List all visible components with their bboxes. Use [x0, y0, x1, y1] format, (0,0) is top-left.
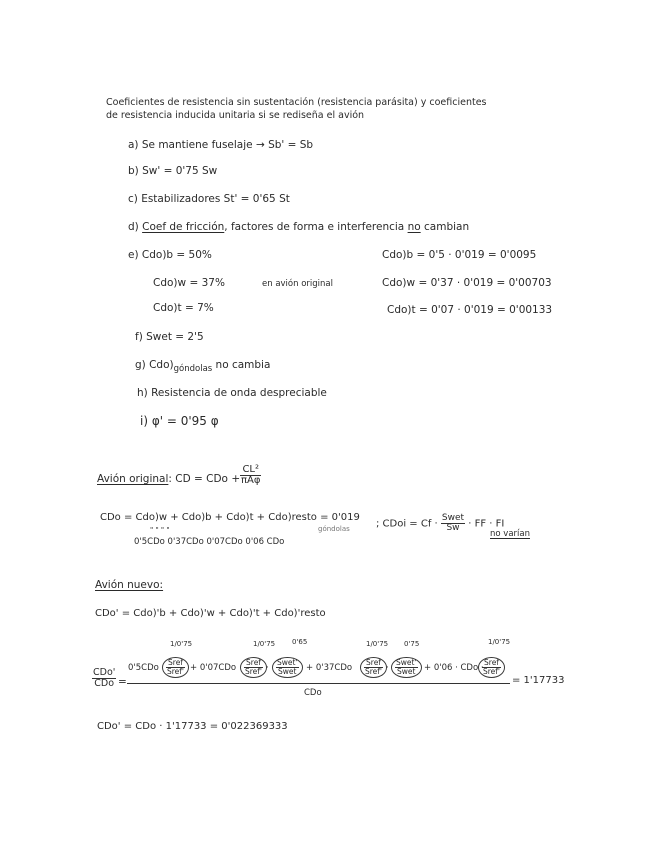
item-c: c) Estabilizadores St' = 0'65 St [128, 193, 290, 205]
top-note-6: 1/0'75 [488, 638, 511, 646]
cdoi-tail: · FF · FI [468, 518, 505, 530]
top-note-3: 0'65 [292, 638, 308, 646]
avion-original-line [97, 474, 240, 485]
result-value: = 1'17733 [512, 675, 565, 686]
circ-sref-3-wrap [360, 657, 387, 678]
header-line-1: Coeficientes de resistencia sin sustentación (resistencia parásita) y coeficientes [106, 97, 487, 108]
sref-4: Sref [482, 659, 501, 668]
circ-sref-1-wrap [162, 657, 189, 678]
num-term-2: + 0'07CDo [190, 663, 237, 673]
item-h: h) Resistencia de onda despreciable [137, 387, 327, 399]
denominator: CDo [304, 688, 322, 698]
fraction-denominator: πAφ [241, 475, 261, 486]
swet-2: Swet [397, 666, 416, 676]
cdoi-note: no varían [490, 529, 530, 539]
item-e-result-body: Cdo)b = 0'5 · 0'019 = 0'0095 [382, 249, 537, 261]
top-note-1: 1/0'75 [170, 640, 193, 648]
circ-sref-4-wrap [478, 657, 505, 678]
cdoi-prefix: ; CDoi = Cf · [376, 518, 441, 530]
swet-p-1: Swet' [277, 658, 298, 667]
main-fraction-bar [127, 683, 510, 684]
item-d [128, 222, 469, 233]
item-f: f) Swet = 2'5 [135, 331, 204, 343]
sref-p-3: Sref' [365, 666, 382, 676]
swet-1: Swet [278, 666, 297, 676]
sref-p-4: Sref' [483, 666, 500, 676]
circ-sref-2-wrap [240, 657, 267, 678]
under-marks: " " " " [150, 526, 170, 534]
num-term-4: + 0'06 · CDo · [424, 663, 484, 673]
item-d-suffix: cambian [420, 221, 470, 233]
sref-1: Sref [166, 659, 185, 668]
resto-note: góndolas [318, 525, 350, 533]
item-e-body: e) Cdo)b = 50% [128, 249, 212, 261]
item-d-no: no [407, 221, 421, 233]
top-note-4: 1/0'75 [366, 640, 389, 648]
circled-swet-ratio-2 [391, 657, 422, 678]
avion-original-eq: : CD = CDo + [168, 473, 241, 485]
item-i: i) φ' = 0'95 φ [140, 414, 219, 428]
avion-nuevo-label: Avión nuevo: [95, 579, 164, 591]
swet-p-2: Swet' [396, 658, 417, 667]
sref-p-2: Sref' [245, 666, 262, 676]
cdoi-den: Sw [446, 523, 460, 533]
item-e-wing: Cdo)w = 37% [153, 277, 225, 289]
circ-swet-2-wrap [391, 657, 422, 678]
under-values: 0'5CDo 0'37CDo 0'07CDo 0'06 CDo [134, 537, 285, 547]
avion-original-fraction [240, 465, 261, 486]
circled-sref-ratio-3 [360, 657, 387, 678]
item-g-sub: góndolas [173, 364, 213, 375]
circled-sref-ratio-4 [478, 657, 505, 678]
dot-2: · [386, 663, 389, 673]
circled-sref-ratio-1 [162, 657, 189, 678]
item-g-main: g) Cdo) [135, 359, 174, 371]
header-line-2: de resistencia inducida unitaria si se rediseña el avión [106, 110, 365, 121]
item-g [135, 360, 270, 374]
cdo-sum-original: CDo = Cdo)w + Cdo)b + Cdo)t + Cdo)resto = 0'019 [100, 512, 360, 523]
avion-original-label: Avión original [97, 473, 169, 485]
item-b: b) Sw' = 0'75 Sw [128, 165, 218, 177]
item-d-prefix: d) [128, 221, 143, 233]
item-e-result-wing: Cdo)w = 0'37 · 0'019 = 0'00703 [382, 277, 552, 289]
item-e-note: en avión original [262, 279, 333, 289]
fraction-numerator: CL² [240, 465, 261, 476]
item-a: a) Se mantiene fuselaje → Sb' = Sb [128, 139, 314, 151]
dot-1: · [266, 663, 269, 673]
sref-3: Sref [364, 659, 383, 668]
top-note-2: 1/0'75 [253, 640, 276, 648]
item-e-tail: Cdo)t = 7% [153, 302, 214, 314]
circled-sref-ratio-2 [240, 657, 267, 678]
cdoi-num: Swet [441, 513, 465, 523]
sref-p-1: Sref' [167, 666, 184, 676]
item-g-tail: no cambia [212, 359, 271, 371]
num-term-3: + 0'37CDo [306, 663, 353, 673]
top-note-5: 0'75 [404, 640, 420, 648]
sref-2: Sref [244, 659, 263, 668]
cdoi-line [376, 514, 504, 533]
circ-swet-1-wrap [272, 657, 303, 678]
lhs-equals: = [118, 676, 127, 688]
lhs-den: CDo [94, 677, 115, 689]
lhs-fraction [92, 668, 116, 688]
lhs-num: CDo' [93, 667, 116, 678]
num-term-1: 0'5CDo [128, 663, 159, 673]
circled-swet-ratio-1 [272, 657, 303, 678]
final-result: CDo' = CDo · 1'17733 = 0'022369333 [97, 721, 288, 732]
item-d-middle: , factores de forma e interferencia [224, 221, 408, 233]
cdo-sum-nuevo: CDo' = Cdo)'b + Cdo)'w + Cdo)'t + Cdo)'resto [95, 608, 326, 619]
cdoi-fraction [441, 514, 465, 533]
item-e-result-tail: Cdo)t = 0'07 · 0'019 = 0'00133 [387, 304, 553, 316]
item-d-underlined: Coef de fricción [142, 221, 225, 233]
